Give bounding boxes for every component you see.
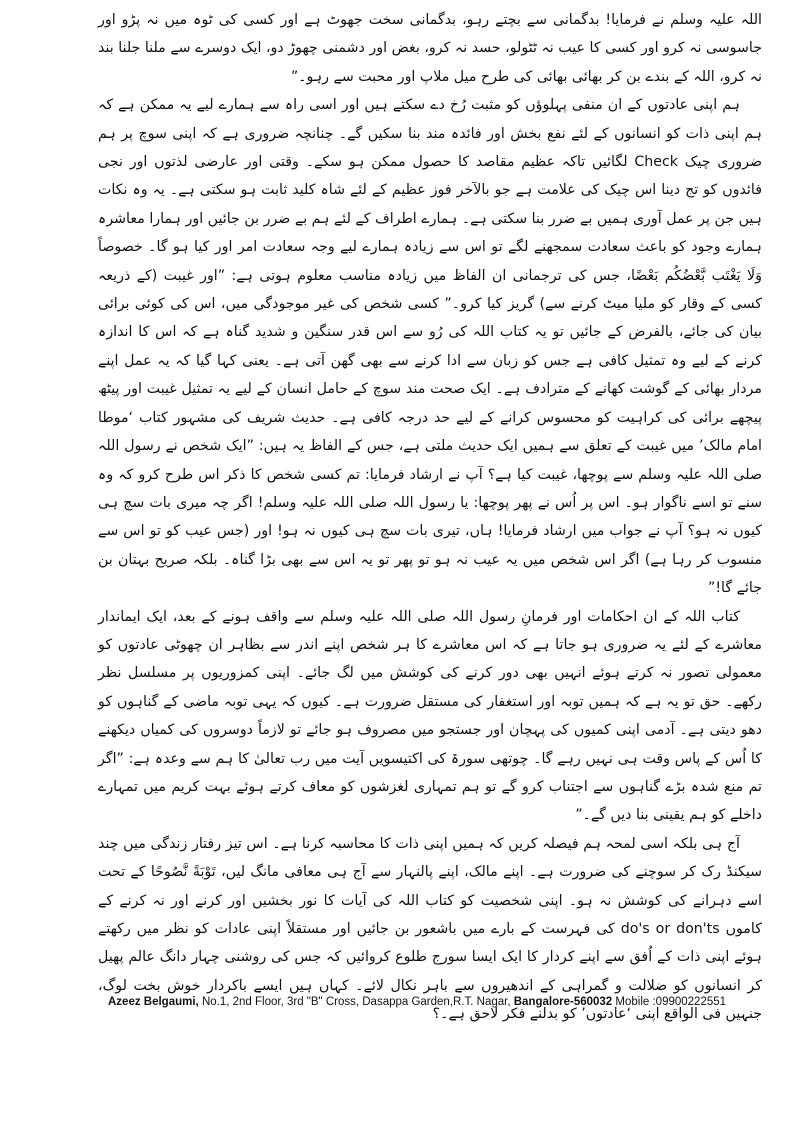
- article-body: [98, 6, 762, 1029]
- author-address: No.1, 2nd Floor, 3rd "B" Cross, Dasappa Garden,R.T. Nagar,: [201, 996, 511, 1008]
- author-city: Bangalore-560032: [513, 996, 613, 1008]
- author-mobile: Mobile :09900222551: [615, 996, 727, 1008]
- author-footer: [108, 996, 768, 1008]
- paragraph-4: آج ہی بلکہ اسی لمحہ ہم فیصلہ کریں کہ ہمیں اپنی ذات کا محاسبہ کرنا ہے۔ اس تیز رفتار زندگی میں چند سیکنڈ رک کر سوچنے کی ضرورت ہے۔ اپنے مالک، اپنے پالنہار سے آج ہی معافی مانگ لیں، تَوْبَةً نَّصُوحًا کے تحت اسے دہرانے کی کوشش نہ ہو۔ اپنی شخصیت کو کتاب اللہ کی آیات کا نور بخشیں اور کرنے اور نہ کرنے کے کاموں do's or don'ts کی فہرست کے بارے میں باشعور بن جائیں اور مستقلاً اپنی عادات کو نظر میں رکھتے ہوئے اپنی ذات کے اُفق سے اپنے کردار کا ایک ایسا سورج طلوع کروائیں کہ جس کی روشنی چہار دانگ عالم پھیل کر انسانوں کو ضلالت و گمراہی کے اندھیروں سے باہر نکال لائے۔ کہاں ہیں ایسے باکردار خوش بخت لوگ، جنہیں فی الواقع اپنی ‘عادتوں’ کو بدلنے فکر لاحق ہے۔؟: [98, 835, 762, 1023]
- paragraph-1: اللہ علیہ وسلم نے فرمایا! بدگمانی سے بچتے رہو، بدگمانی سخت جھوٹ ہے اور کسی کی ٹوہ میں نہ پڑو اور جاسوسی نہ کرو اور کسی کا عیب نہ ٹٹولو، حسد نہ کرو، بغض اور دشمنی چھوڑ دو، ایک دوسرے سے ملنا جلنا بند نہ کرو، اللہ کے بندے بن کر بھائی بھائی کی طرح میل ملاپ اور محبت سے رہو۔”: [98, 12, 762, 85]
- paragraph-2: ہم اپنی عادتوں کے ان منفی پہلوؤں کو مثبت رُخ دے سکتے ہیں اور اسی راہ سے ہمارے لیے یہ ممکن ہے کہ ہم اپنی ذات کو انسانوں کے لئے نفع بخش اور فائدہ مند بنا سکیں گے۔ چنانچہ ضروری ہے کہ اپنی سوچ پر ہم ضروری چیک Check لگائیں تاکہ عظیم مقاصد کا حصول ممکن ہو سکے۔ وقتی اور عارضی لذتوں اور نجی فائدوں کو تج دینا اس چیک کی علامت ہے جو بالآخر فوز عظیم کے لئے شاہ کلید ثابت ہو سکتی ہے۔ یہ وہ نکات ہیں جن پر عمل آوری ہمیں بے ضرر بنا سکتی ہے۔ ہمارے اطراف کے لئے ہم بے ضرر بن جائیں اور ہمارا معاشرہ ہمارے وجود کو باعث سعادت سمجھنے لگے تو اس سے زیادہ ہمارے لیے وجہ سعادت امر اور کیا ہو گا۔ خصوصاً وَلَا يَغْتَب بَّعْضُكُم بَعْضًا، جس کی ترجمانی ان الفاظ میں زیادہ مناسب معلوم ہوتی ہے: ”اور غیبت (کے ذریعہ کسی کے وقار کو ملیا میٹ کرنے سے) گریز کیا کرو۔” کسی شخص کی غیر موجودگی میں، اس کی کوئی برائی بیان کی جائے، بالفرض کے جائیں تو یہ کتاب اللہ کی رُو سے اس قدر سنگین و شدید گناہ ہے کہ اس کا اندازہ کرنے کے لیے وہ تمثیل کافی ہے جس کو زبان سے ادا کرنے سے بھی گھن آتی ہے۔ یعنی کہا گیا کہ یہ عمل اپنے مردار بھائی کے گوشت کھانے کے مترادف ہے۔ ایک صحت مند سوچ کے حامل انسان کے لیے یہ تمثیل غیبت اور پیٹھ پیچھے برائی کی کراہیت کو محسوس کرانے کے لیے حد درجہ کافی ہے۔ حدیث شریف کی مشہور کتاب ‘موطا امام مالک’ میں غیبت کے تعلق سے ہمیں ایک حدیث ملتی ہے، جس کے الفاظ یہ ہیں: ”ایک شخص نے رسول اللہ صلی اللہ علیہ وسلم سے پوچھا، غیبت کیا ہے؟ آپ نے ارشاد فرمایا: تم کسی شخص کا ذکر اس طرح کرو کہ وہ سنے تو اسے ناگوار ہو۔ اس پر اُس نے پھر پوچھا: یا رسول اللہ صلی اللہ علیہ وسلم! اگر چہ میری بات سچ ہی کیوں نہ ہو؟ آپ نے جواب میں ارشاد فرمایا! ہاں، تیری بات سچ ہی کیوں نہ ہو! اور (جس عیب کو تو اس سے منسوب کر رہا ہے) اگر اس شخص میں یہ عیب نہ ہو تو پھر تو یہ اس سے بھی بڑا گناہ۔ بلکہ صریح بہتان بن جائے گا!”: [98, 97, 763, 597]
- author-name: Azeez Belgaumi,: [108, 996, 199, 1008]
- paragraph-3: کتاب اللہ کے ان احکامات اور فرمانِ رسول اللہ صلی اللہ علیہ وسلم سے واقف ہونے کے بعد، ایک ایماندار معاشرے کے لئے یہ ضروری ہو جاتا ہے کہ اس معاشرے کا ہر شخص اپنے اندر سے بظاہر ان چھوٹی عادتوں کو معمولی تصور نہ کرتے ہوئے انہیں بھی دور کرنے کی کوشش میں لگ جائے۔ اپنی کمزوریوں پر مسلسل نظر رکھے۔ حق تو یہ ہے کہ ہمیں توبہ اور استغفار کی مستقل ضرورت ہے۔ کیوں کہ یہی توبہ ماضی کے گناہوں کو دھو دیتی ہے۔ آدمی اپنی کمیوں کی پہچان اور جستجو میں مصروف ہو جائے تو لازماً دوسروں کی کمیاں دیکھنے کا اُس کے پاس وقت ہی نہیں رہے گا۔ چوتھی سورۃ کی اکتیسویں آیت میں رب تعالیٰ کا ہم سے وعدہ ہے: ”اگر تم منع شدہ بڑے گناہوں سے اجتناب کرو گے تو ہم تمہاری لغزشوں کو معاف کرتے ہوئے بہت کریم میں تمہارے داخلے کو ہم یقینی بنا دیں گے۔”: [98, 608, 762, 824]
